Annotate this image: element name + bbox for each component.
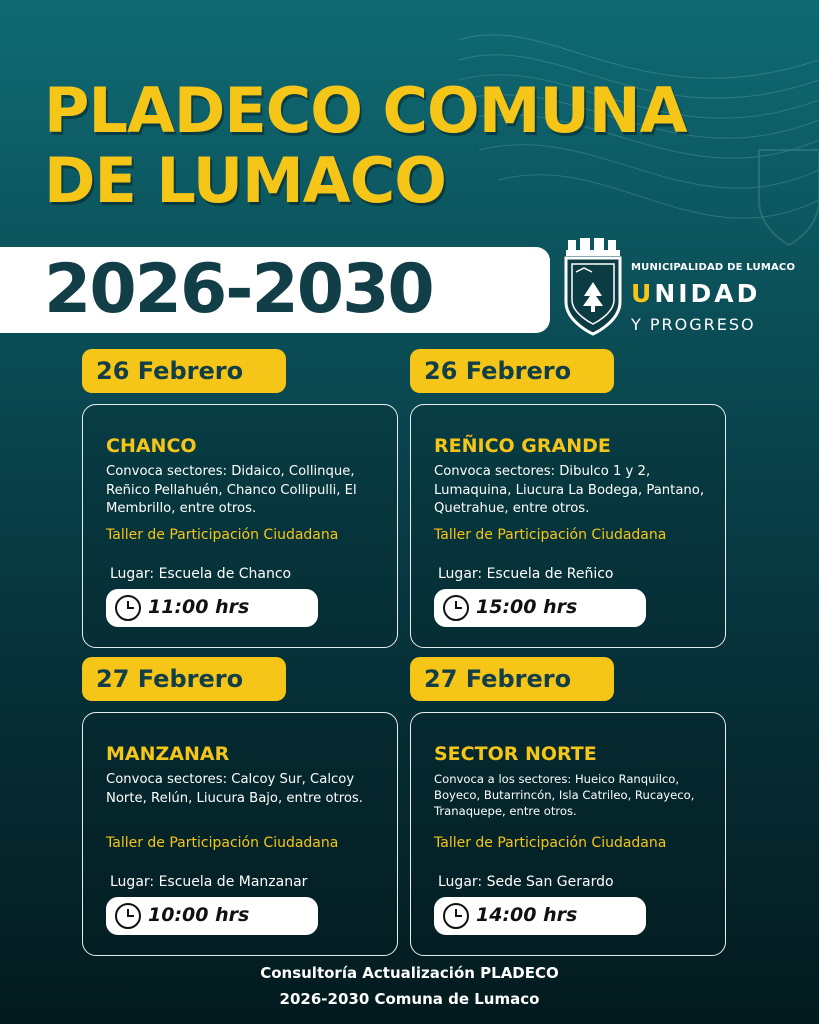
session-time: 15:00 hrs (476, 596, 578, 618)
session-event-type: Taller de Participación Ciudadana (106, 527, 339, 543)
page-title-line-1: PLADECO COMUNA (44, 74, 687, 147)
progreso-logo-text: Y PROGRESO (631, 315, 756, 334)
session-description: Convoca sectores: Calcoy Sur, Calcoy Norte, Relún, Liucura Bajo, entre otros. (106, 772, 363, 806)
municipality-label: MUNICIPALIDAD DE LUMACO (631, 262, 796, 273)
date-badge: 26 Febrero (410, 349, 614, 393)
unidad-logo-text (631, 279, 760, 308)
date-badge: 27 Febrero (410, 657, 614, 701)
session-card-sector-norte (410, 712, 726, 956)
session-title: REÑICO GRANDE (434, 435, 611, 457)
municipal-shield-icon (562, 238, 624, 338)
session-time-pill (106, 897, 318, 935)
footer-line-1: Consultoría Actualización PLADECO (260, 964, 559, 982)
session-time-pill (434, 897, 646, 935)
session-card-manzanar (82, 712, 398, 956)
session-time: 11:00 hrs (148, 596, 250, 618)
session-card-renico-grande (410, 404, 726, 648)
session-title: CHANCO (106, 435, 197, 457)
session-event-type: Taller de Participación Ciudadana (434, 527, 667, 543)
session-time: 14:00 hrs (476, 904, 578, 926)
footer-line-2: 2026-2030 Comuna de Lumaco (279, 990, 540, 1008)
session-description: Convoca sectores: Dibulco 1 y 2, Lumaquina, Liucura La Bodega, Pantano, Quetrahue, entre otros. (434, 464, 705, 516)
session-card-chanco (82, 404, 398, 648)
date-badge: 27 Febrero (82, 657, 286, 701)
unidad-logo-rest: NIDAD (654, 279, 761, 308)
clock-icon (114, 902, 142, 930)
session-time-pill (106, 589, 318, 627)
clock-icon (442, 902, 470, 930)
session-place: Lugar: Escuela de Manzanar (110, 874, 308, 890)
session-time-pill (434, 589, 646, 627)
clock-icon (114, 594, 142, 622)
session-place: Lugar: Escuela de Chanco (110, 566, 292, 582)
date-badge: 26 Febrero (82, 349, 286, 393)
clock-icon (442, 594, 470, 622)
session-event-type: Taller de Participación Ciudadana (106, 835, 339, 851)
year-range: 2026-2030 (44, 250, 433, 329)
unidad-logo-letter-u: U (631, 279, 655, 308)
year-banner (0, 247, 550, 333)
session-time: 10:00 hrs (148, 904, 250, 926)
session-description: Convoca sectores: Didaico, Collinque, Reñico Pellahuén, Chanco Collipulli, El Membrillo, entre otros. (106, 464, 357, 516)
session-event-type: Taller de Participación Ciudadana (434, 835, 667, 851)
session-description: Convoca a los sectores: Hueico Ranquilco, Boyeco, Butarrincón, Isla Catrileo, Rucayeco, Tranaquepe, entre otros. (434, 772, 695, 818)
session-place: Lugar: Escuela de Reñico (438, 566, 614, 582)
session-place: Lugar: Sede San Gerardo (438, 874, 614, 890)
page-title-line-2: DE LUMACO (44, 144, 446, 217)
session-title: MANZANAR (106, 743, 230, 765)
session-title: SECTOR NORTE (434, 743, 597, 765)
